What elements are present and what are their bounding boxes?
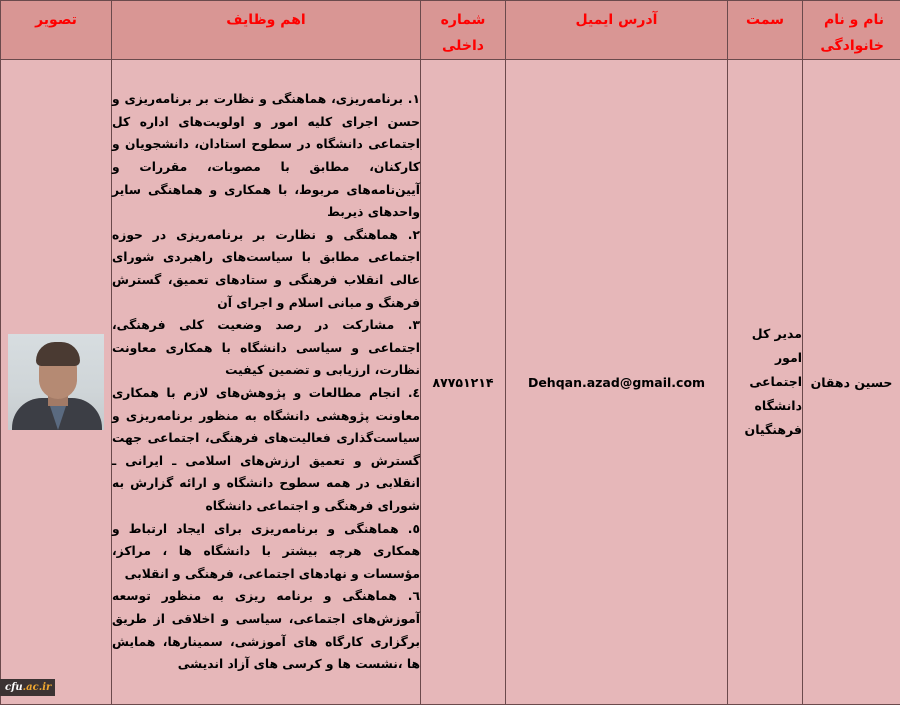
- header-duties: اهم وظایف: [112, 1, 421, 60]
- header-email: آدرس ایمیل: [506, 1, 728, 60]
- duties-cell: [112, 60, 421, 705]
- name-cell: حسین دهقان: [803, 60, 900, 705]
- position-cell: مدیر کل امور اجتماعی دانشگاه فرهنگیان: [728, 60, 803, 705]
- header-row: [1, 1, 900, 60]
- header-position: سمت: [728, 1, 803, 60]
- phone-cell: ۸۷۷۵۱۲۱۴: [421, 60, 506, 705]
- duty-item: ٥. هماهنگی و برنامه‌ریزی برای ایجاد ارتباط و همکاری هرچه بیشتر با دانشگاه ها ، مراکز، مؤسسات و نهادهای اجتماعی، فرهنگی و انقلابی: [112, 521, 420, 581]
- duty-item: ٤. انجام مطالعات و پژوهش‌های لازم با همکاری معاونت پژوهشی دانشگاه به منظور برنامه‌ریزی و سیاست‌گذاری فعالیت‌های فرهنگی، اجتماعی جهت گسترش و تعمیق ارزش‌های اسلامی ـ ایرانی ـ انقلابی در همه سطوح دانشگاه و ارائه گزارش به شورای فرهنگی و اجتماعی دانشگاه: [112, 386, 420, 513]
- profile-photo: [8, 334, 104, 430]
- duty-item: ۳. مشارکت در رصد وضعیت کلی فرهنگی، اجتماعی و سیاسی دانشگاه با همکاری معاونت نظارت، ارزیابی و تضمین کیفیت: [112, 318, 420, 378]
- table-row: [1, 60, 900, 705]
- duty-item: ۱. برنامه‌ریزی، هماهنگی و نظارت بر برنامه‌ریزی و حسن اجرای کلیه امور و اولویت‌های اداره کل اجتماعی دانشگاه در سطوح استادان، دانشجویان و کارکنان، مطابق با مصوبات، مقررات و آیین‌نامه‌های مربوط، با همکاری و هماهنگی سایر واحدهای ذیربط: [112, 92, 420, 220]
- site-watermark: cfu.ac.ir: [0, 679, 55, 696]
- duty-item: ۲. هماهنگی و نظارت بر برنامه‌ریزی در حوزه اجتماعی مطابق با سیاست‌های راهبردی شورای عالی انقلاب فرهنگی و ستادهای تعمیق، گسترش فرهنگ و مبانی اسلام و اجرای آن: [112, 227, 420, 310]
- header-name: نام و نام خانوادگی: [803, 1, 900, 60]
- email-cell[interactable]: Dehqan.azad@gmail.com: [506, 60, 728, 705]
- header-photo: تصویر: [1, 1, 112, 60]
- header-phone: شماره داخلی: [421, 1, 506, 60]
- photo-cell: [1, 60, 112, 705]
- duty-item: ٦. هماهنگی و برنامه ریزی به منظور توسعه آموزش‌های اجتماعی، سیاسی و اخلاقی از طریق برگزاری کارگاه های آموزشی، سمینارها، همایش ها ،نشست ها و کرسی های آزاد اندیشی: [112, 589, 420, 672]
